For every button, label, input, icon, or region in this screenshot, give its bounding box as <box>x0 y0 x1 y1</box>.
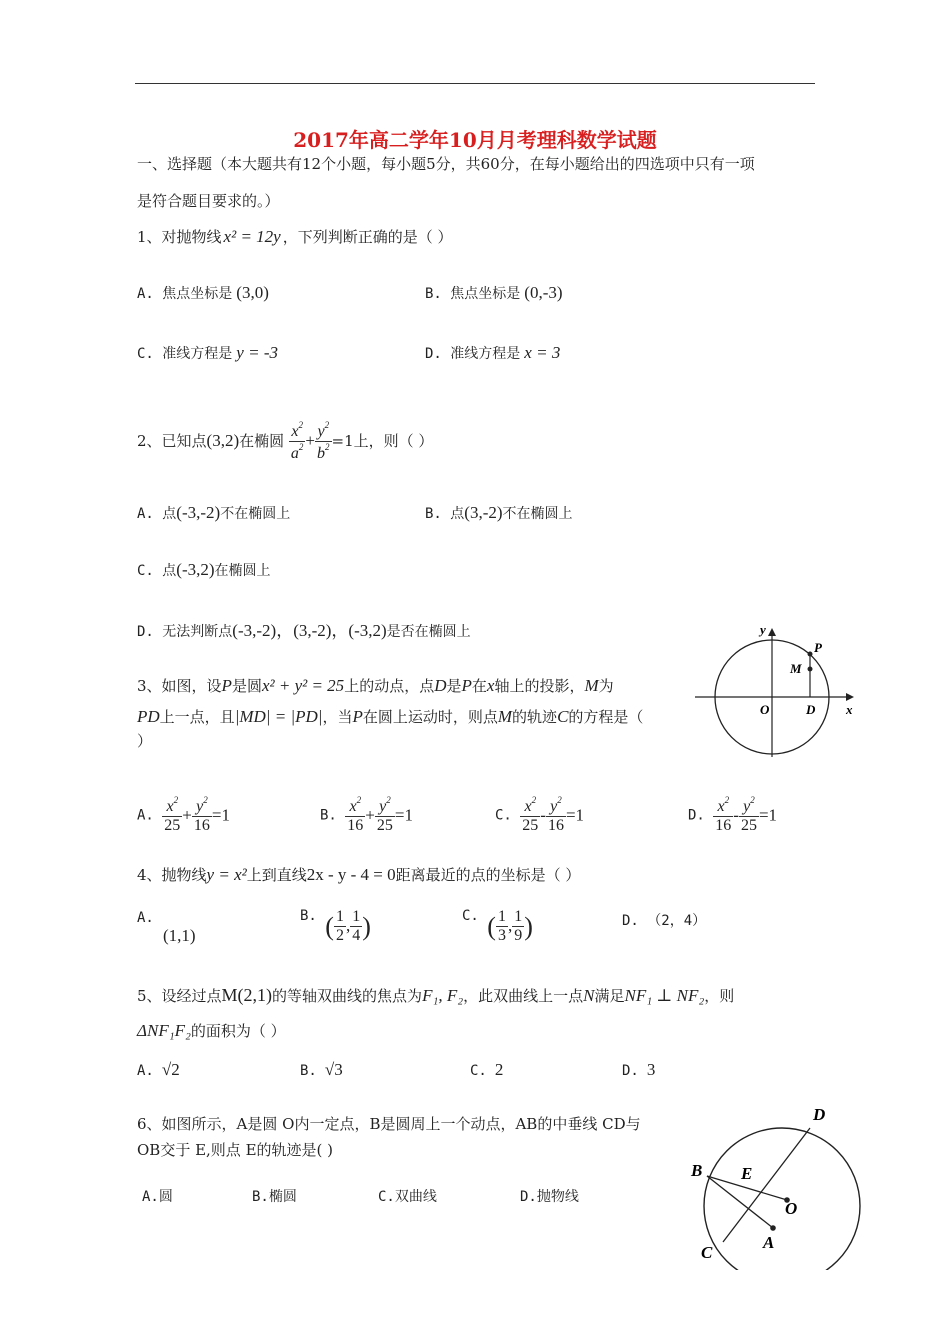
q3-x-arrow <box>846 693 854 701</box>
q1-option-b[interactable]: B. 焦点坐标是 (0,-3) <box>425 283 563 302</box>
q6-point-a <box>770 1225 776 1231</box>
q3-label-y: y <box>760 622 766 637</box>
question-5-line2: ΔNF₁F₂的面积为（ ） <box>137 1021 286 1040</box>
q3-label-p: P <box>814 640 822 655</box>
q6-circle-figure <box>685 1100 875 1270</box>
q2-option-d[interactable]: D. 无法判断点(-3,-2)，(3,-2)，(-3,2)是否在椭圆上 <box>137 621 471 640</box>
q3-option-c[interactable]: C. $\frac{x^2}{25}$ - $\frac{y^2}{16}$ =1 <box>495 795 585 835</box>
q3-option-b[interactable]: B. $\frac{x^2}{16}$ + $\frac{y^2}{25}$ =1 <box>320 795 413 835</box>
q1-option-a[interactable]: A. 焦点坐标是 (3,0) <box>137 283 269 302</box>
header-rule <box>135 83 815 84</box>
q6-label-o: O <box>785 1199 798 1218</box>
page-title: 2017年高二学年10月月考理科数学试题 <box>293 128 657 152</box>
question-3-line2: PD上一点，且|MD| = |PD|，当P在圆上运动时，则点M的轨迹C的方程是（ <box>137 707 644 726</box>
q1-equation: x² = 12y <box>223 227 281 246</box>
question-4: 4、抛物线y = x²上到直线2x - y - 4 = 0距离最近的点的坐标是（ ） <box>137 865 581 884</box>
q4-option-c[interactable]: C. ( $\frac{1}{3}$ , $\frac{1}{9}$ ) <box>462 908 533 945</box>
q6-label-c: C <box>701 1243 713 1262</box>
q5-option-d[interactable]: D. 3 <box>622 1060 656 1079</box>
q2-frac-y: $\frac{y^2}{b^2}$ <box>317 420 330 463</box>
q3-label-o: O <box>760 702 770 717</box>
q2-option-c[interactable]: C. 点(-3,2)在椭圆上 <box>137 560 271 579</box>
q3-option-a[interactable]: A. $\frac{x^2}{25}$ + $\frac{y^2}{16}$ =1 <box>137 795 230 835</box>
q3-option-d[interactable]: D. $\frac{x^2}{16}$ - $\frac{y^2}{25}$ =1 <box>688 795 778 835</box>
q1-option-d[interactable]: D. 准线方程是 x = 3 <box>425 343 561 362</box>
q3-circle-figure <box>690 622 860 762</box>
q6-label-b: B <box>691 1161 703 1180</box>
q4-option-b[interactable]: B. ( $\frac{1}{2}$ , $\frac{1}{4}$ ) <box>300 908 371 945</box>
q1-option-c[interactable]: C. 准线方程是 y = -3 <box>137 343 278 362</box>
question-2: 2、已知点(3,2)在椭圆 $\frac{x^2}{a^2}$ + $\frac{y^2}{b^2}$ =1上，则（ ） <box>137 420 434 463</box>
q4-option-a[interactable]: A. (1,1) <box>137 910 196 945</box>
q2-option-a[interactable]: A. 点(-3,-2)不在椭圆上 <box>137 503 291 522</box>
q3-label-m: M <box>790 661 802 676</box>
question-3-line3: ） <box>137 732 153 750</box>
question-6-line2: OB交于 E,则点 E的轨迹是( ) <box>137 1141 333 1159</box>
q6-option-c[interactable]: C.双曲线 <box>378 1189 437 1205</box>
q2-option-b[interactable]: B. 点(3,-2)不在椭圆上 <box>425 503 573 522</box>
q6-option-d[interactable]: D.抛物线 <box>520 1189 579 1205</box>
q2-frac-x: $\frac{x^2}{a^2}$ <box>290 420 304 463</box>
q3-y-arrow <box>768 628 776 636</box>
q6-label-e: E <box>741 1164 753 1183</box>
question-3-line1: 3、如图，设P是圆x² + y² = 25上的动点，点D是P在x轴上的投影，M为 <box>137 676 614 695</box>
question-6-line1: 6、如图所示，A是圆 O内一定点，B是圆周上一个动点，AB的中垂线 CD与 <box>137 1115 641 1133</box>
q3-label-d: D <box>806 702 816 717</box>
q6-label-d: D <box>813 1105 826 1124</box>
q6-label-a: A <box>763 1233 775 1252</box>
q3-point-p <box>808 652 813 657</box>
q3-point-m <box>808 667 813 672</box>
q3-label-x: x <box>846 702 853 717</box>
q4-option-d[interactable]: D. （2，4） <box>622 913 707 929</box>
q5-option-c[interactable]: C. 2 <box>470 1060 504 1079</box>
question-5-line1: 5、设经过点M(2,1)的等轴双曲线的焦点为F₁, F₂，此双曲线上一点N满足NF₁ ⊥ NF₂，则 <box>137 985 735 1005</box>
q6-option-a[interactable]: A.圆 <box>142 1189 173 1205</box>
section-instructions-line2: 是符合题目要求的。） <box>137 192 280 210</box>
question-1: 1、对抛物线 x² = 12y ，下列判断正确的是（ ） <box>137 227 453 246</box>
section-instructions-line1: 一、选择题（本大题共有12个小题，每小题5分，共60分，在每小题给出的四选项中只有一项 <box>137 155 755 173</box>
q5-option-a[interactable]: A. √2 <box>137 1060 180 1079</box>
q5-option-b[interactable]: B. √3 <box>300 1060 343 1079</box>
q6-option-b[interactable]: B.椭圆 <box>252 1189 297 1205</box>
